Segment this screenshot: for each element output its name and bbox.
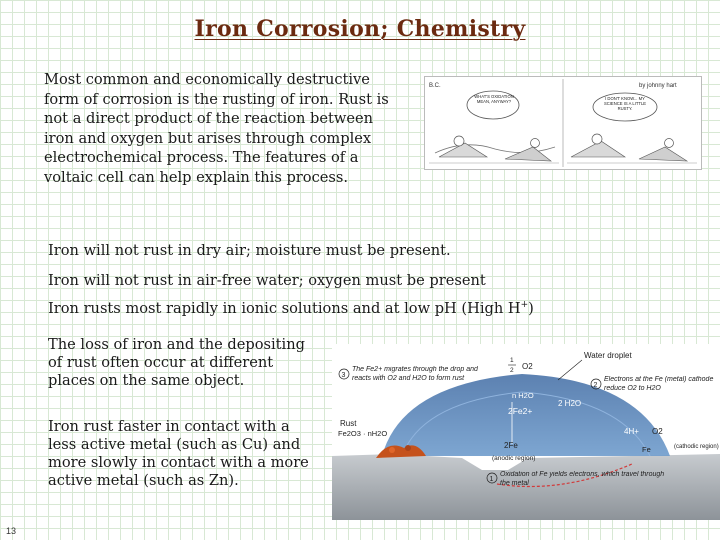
label-rust-formula: Fe2O3 · nH2O <box>338 429 388 438</box>
label-fe-anode: 2Fe <box>504 441 518 450</box>
label-half: 1 <box>510 357 514 364</box>
fact-ionic-end: ) <box>528 300 534 317</box>
label-fe-cathode: Fe <box>642 445 651 454</box>
paragraph-loss-of-iron: The loss of iron and the depositing of rust often occur at different places on the same object. <box>48 336 305 389</box>
step2-number: 2 <box>593 382 598 389</box>
label-rust: Rust <box>340 419 357 428</box>
label-half-den: 2 <box>510 367 514 374</box>
label-h2o-right: 2 H2O <box>558 399 582 408</box>
slide-title: Iron Corrosion; Chemistry <box>194 16 526 42</box>
fact-ionic-text: Iron rusts most rapidly in ionic solutions and at low pH (High H <box>48 300 521 317</box>
slide-number: 13 <box>6 526 17 536</box>
bc-comic-strip <box>424 76 702 170</box>
comic-credit: by johnny hart <box>639 83 677 89</box>
step1-number: 1 <box>489 476 494 483</box>
fact-ionic-sup: + <box>520 300 529 311</box>
fact-air-free-water: Iron will not rust in air-free water; oxygen must be present <box>48 272 486 289</box>
fact-ionic-solutions <box>48 300 534 317</box>
label-water-droplet: Water droplet <box>584 351 632 360</box>
comic-bubble-2: I DON'T KNOW... MY SCIENCE IS A LITTLE RUSTY. <box>603 96 647 111</box>
label-o2: O2 <box>522 362 533 371</box>
comic-signature: B.C. <box>429 83 441 89</box>
label-nh2o: n H2O <box>512 391 534 400</box>
comic-bubble-1: WHAT'S OXIDATION MEAN, ANYWAY? <box>474 94 514 104</box>
label-h-plus: 4H+ <box>624 427 639 436</box>
fact-dry-air: Iron will not rust in dry air; moisture must be present. <box>48 242 451 259</box>
intro-paragraph: Most common and economically destructive form of corrosion is the rusting of iron. Rust is not a direct product of the reaction between iron and oxygen but arises through complex electrochemical process. The features of a voltaic cell can help explain this process. <box>44 71 389 186</box>
step1-text: Oxidation of Fe yields electrons, which travel through the metal <box>500 471 665 487</box>
corrosion-diagram <box>332 344 720 520</box>
label-o2-right: O2 <box>652 427 663 436</box>
step3-number: 3 <box>341 372 346 379</box>
step2-text: Electrons at the Fe (metal) cathode reduce O2 to H2O <box>604 376 714 392</box>
paragraph-active-metal: Iron rust faster in contact with a less active metal (such as Cu) and more slowly in contact with a more active metal (such as Zn). <box>48 418 309 489</box>
label-anodic-region: (anodic region) <box>492 455 536 462</box>
label-cathodic-region: (cathodic region) <box>674 444 719 450</box>
step3-text: The Fe2+ migrates through the drop and reacts with O2 and H2O to form rust <box>352 366 478 382</box>
label-fe2plus: 2Fe2+ <box>508 406 533 416</box>
